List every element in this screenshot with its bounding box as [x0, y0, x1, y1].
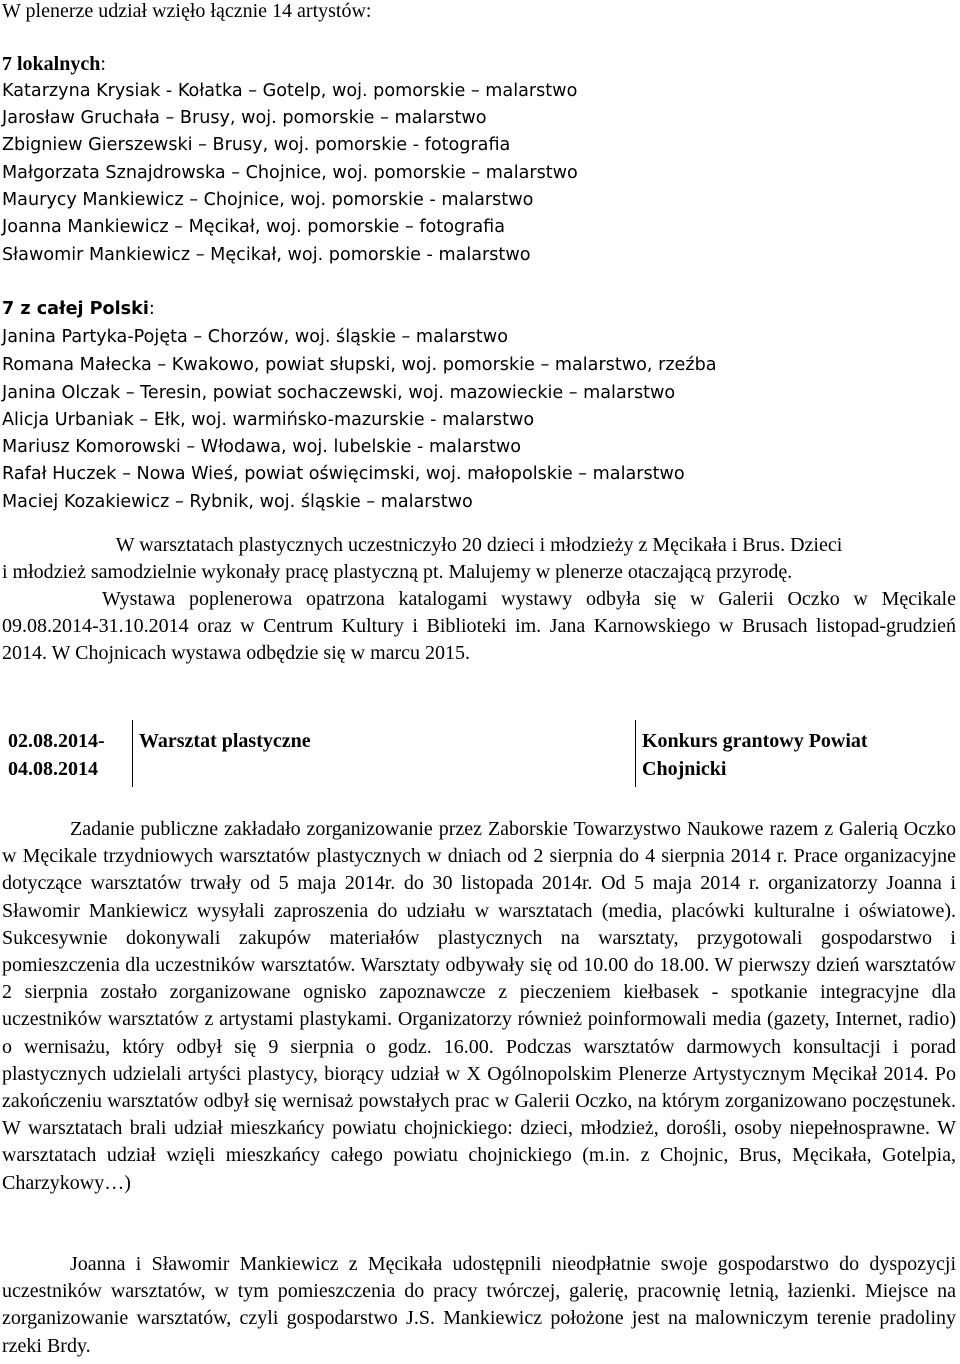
funding-source: Konkurs grantowy Powiat Chojnicki	[642, 730, 868, 780]
poland-heading-label: 7 z całej Polski	[2, 299, 149, 319]
artist-line: Zbigniew Gierszewski – Brusy, woj. pomorskie - fotografia	[2, 135, 511, 155]
description-paragraph-1: Zadanie publiczne zakładało zorganizowanie przez Zaborskie Towarzystwo Naukowe razem z Galerią Oczko w Męcikale trzydniowych warsztatów plastycznych w dniach od 2 sierpnia do 4 sierpnia 2014 r. Prace organizacyjne dotyczące warsztatów trwały od 5 maja 2014r. do 30 listopada 2014r. Od 5 maja 2014 r. organizatorzy Joanna i Sławomir Mankiewicz wysyłali zaproszenia do udziału w warsztatach (media, placówki kulturalne i oświatowe). Sukcesywnie dokonywali zakupów materiałów plastycznych na warsztaty, przygotowali gospodarstwo i pomieszczenia dla uczestników warsztatów. Warsztaty odbywały się od 10.00 do 18.00. W pierwszy dzień warsztatów 2 sierpnia zostało zorganizowane ognisko zapoznawcze z pieczeniem kiełbasek - spotkanie integracyjne dla uczestników warsztatów z artystami plastykami. Organizatorzy również poinformowali media (gazety, Internet, radio) o wernisażu, który odbył się 9 sierpnia o godz. 16.00. Podczas warsztatów darmowych konsultacji i porad plastycznych udzielali artyści plastycy, biorący udział w X Ogólnopolskim Plenerze Artystycznym Męcikał 2014. Po zakończeniu warsztatów odbył się wernisaż powstałych prac w Galerii Oczko, na którym zorganizowano poczęstunek. W warsztatach brali udział mieszkańcy powiatu chojnickiego: dzieci, młodzież, dorośli, osoby niepełnosprawne. W warsztatach udział wzięli mieszkańcy całego powiatu chojnickiego (m.in. z Chojnic, Brus, Męcikała, Gotelpia, Charzykowy…)	[2, 818, 956, 1194]
artist-line: Janina Partyka-Pojęta – Chorzów, woj. śląskie – malarstwo	[2, 327, 508, 347]
artist-line: Maciej Kozakiewicz – Rybnik, woj. śląskie – malarstwo	[2, 492, 473, 512]
task-table	[2, 720, 948, 787]
date-start: 02.08.2014-	[8, 730, 105, 752]
task-title: Warsztat plastyczne	[139, 730, 311, 752]
local-heading-label: 7 lokalnych	[2, 53, 101, 75]
date-end: 04.08.2014	[8, 758, 98, 780]
artist-line: Janina Olczak – Teresin, powiat sochaczewski, woj. mazowieckie – malarstwo	[2, 383, 676, 403]
artist-line: Rafał Huczek – Nowa Wieś, powiat oświęcimski, woj. małopolskie – malarstwo	[2, 464, 685, 484]
artist-line: Katarzyna Krysiak - Kołatka – Gotelp, woj. pomorskie – malarstwo	[2, 81, 578, 101]
local-heading-colon: :	[100, 53, 106, 75]
artist-line: Mariusz Komorowski – Włodawa, woj. lubelskie - malarstwo	[2, 437, 522, 457]
workshop-summary-line2: i młodzież samodzielnie wykonały pracę plastyczną pt. Malujemy w plenerze otaczającą przyrodę.	[2, 561, 793, 583]
table-row	[2, 720, 948, 787]
artist-line: Jarosław Gruchała – Brusy, woj. pomorskie – malarstwo	[2, 108, 487, 128]
task-title-cell	[133, 720, 636, 787]
description-paragraph-2: Joanna i Sławomir Mankiewicz z Męcikała udostępnili nieodpłatnie swoje gospodarstwo do dyspozycji uczestników warsztatów, w tym pomieszczenia do pracy twórczej, galerię, pracownię letnią, łazienki. Miejsce na zorganizowanie warsztatów, czyli gospodarstwo J.S. Mankiewicz położone jest na malowniczym terenie pradoliny rzeki Brdy.	[2, 1253, 956, 1357]
workshop-summary-line1: W warsztatach plastycznych uczestniczyło 20 dzieci i młodzieży z Męcikała i Brus. Dzieci	[115, 534, 843, 556]
artist-line: Alicja Urbaniak – Ełk, woj. warmińsko-mazurskie - malarstwo	[2, 410, 535, 430]
artist-line: Sławomir Mankiewicz – Męcikał, woj. pomorskie - malarstwo	[2, 245, 531, 265]
exhibition-paragraph: Wystawa poplenerowa opatrzona katalogami wystawy odbyła się w Galerii Oczko w Męcikale 09.08.2014-31.10.2014 oraz w Centrum Kultury i Biblioteki im. Jana Karnowskiego w Brusach listopad-grudzień 2014. W Chojnicach wystawa odbędzie się w marcu 2015.	[2, 588, 956, 665]
artist-line: Maurycy Mankiewicz – Chojnice, woj. pomorskie - malarstwo	[2, 190, 534, 210]
artist-line: Małgorzata Sznajdrowska – Chojnice, woj. pomorskie – malarstwo	[2, 163, 578, 183]
poland-heading	[2, 296, 155, 323]
dates-cell	[2, 720, 133, 787]
artist-line: Joanna Mankiewicz – Męcikał, woj. pomorskie – fotografia	[2, 217, 506, 237]
local-heading	[2, 51, 106, 78]
artist-line: Romana Małecka – Kwakowo, powiat słupski, woj. pomorskie – malarstwo, rzeźba	[2, 355, 717, 375]
funding-source-cell	[636, 720, 949, 787]
intro-text: W plenerze udział wzięło łącznie 14 artystów:	[2, 0, 372, 22]
poland-heading-colon: :	[148, 299, 155, 319]
